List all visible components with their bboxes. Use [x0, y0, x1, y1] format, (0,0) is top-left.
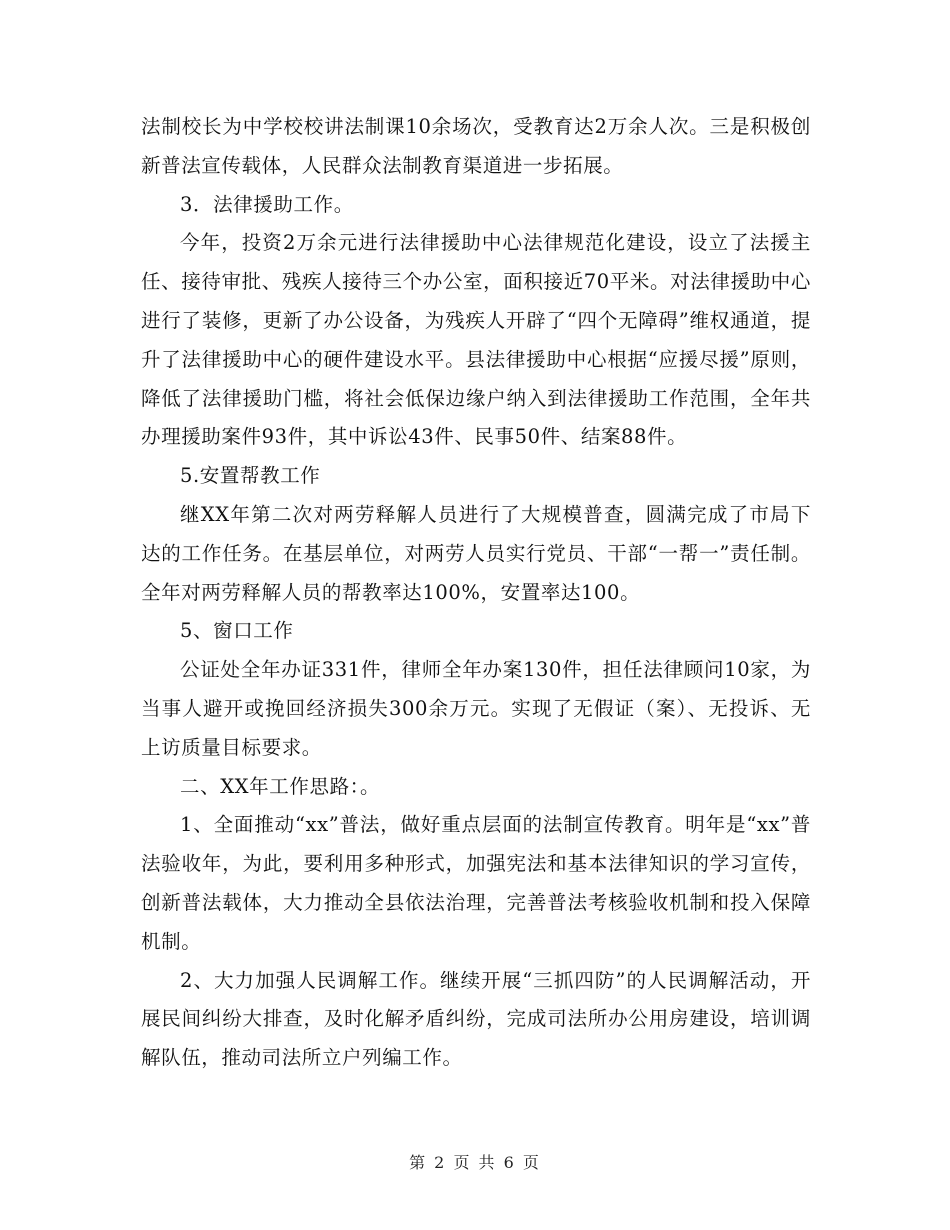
paragraph-legal-aid: 今年，投资2万余元进行法律援助中心法律规范化建设，设立了法援主任、接待审批、残疾人接待三个办公室，面积接近70平米。对法律援助中心进行了装修，更新了办公设备，为残疾人开辟了“四个无障碍”维权通道，提升了法律援助中心的硬件建设水平。县法律援助中心根据“应援尽援”原则，降低了法律援助门槛，将社会低保边缘户纳入到法律援助工作范围，全年共办理援助案件93件，其中诉讼43件、民事50件、结案88件。: [141, 231, 811, 449]
paragraph-resettlement: 继XX年第二次对两劳释解人员进行了大规模普查，圆满完成了市局下达的工作任务。在基层单位，对两劳人员实行党员、干部“一帮一”责任制。全年对两劳释解人员的帮教率达100%，安置率达100。: [141, 502, 811, 604]
paragraph-continuation: 法制校长为中学校校讲法制课10余场次，受教育达2万余人次。三是积极创新普法宣传载体，人民群众法制教育渠道进一步拓展。: [141, 115, 811, 177]
paragraph-window-work: 公证处全年办证331件，律师全年办案130件，担任法律顾问10家，为当事人避开或挽回经济损失300余万元。实现了无假证（案）、无投诉、无上访质量目标要求。: [141, 658, 811, 759]
heading-work-plan: 二、XX年工作思路：。: [180, 774, 381, 798]
heading-window-work: 5、窗口工作: [180, 619, 294, 643]
heading-resettlement: 5.安置帮教工作: [180, 464, 321, 488]
document-body: [141, 108, 811, 1078]
heading-legal-aid: 3．法律援助工作。: [180, 192, 354, 216]
page-footer: 第 2 页 共 6 页: [409, 1153, 541, 1172]
paragraph-plan-item-1: 1、全面推动“xx”普法，做好重点层面的法制宣传教育。明年是“xx”普法验收年，为此，要利用多种形式，加强宪法和基本法律知识的学习宣传，创新普法载体，大力推动全县依法治理，完善普法考核验收机制和投入保障机制。: [141, 813, 811, 953]
paragraph-plan-item-2: 2、大力加强人民调解工作。继续开展“三抓四防”的人民调解活动，开展民间纠纷大排查，及时化解矛盾纠纷，完成司法所办公用房建设，培训调解队伍，推动司法所立户列编工作。: [141, 968, 811, 1070]
